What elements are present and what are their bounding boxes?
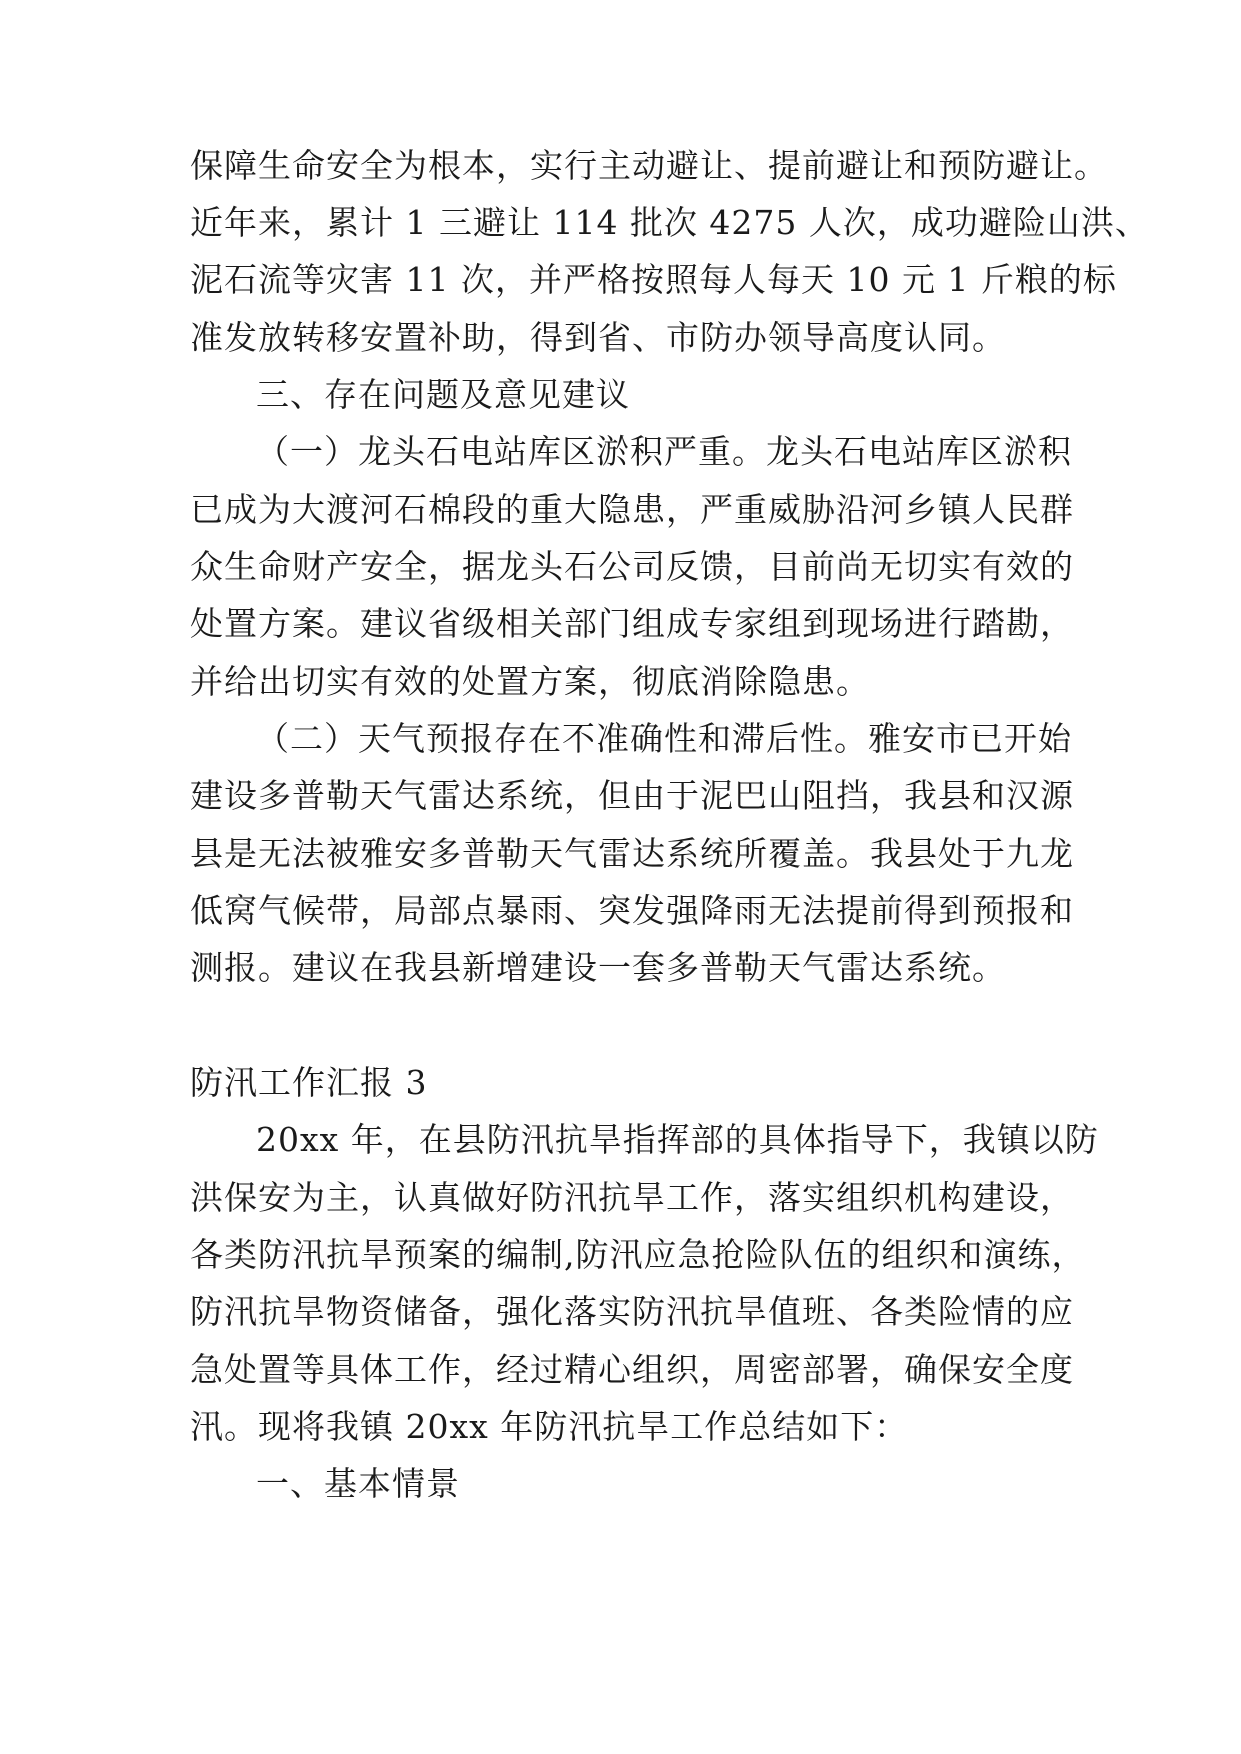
paragraph-line: 防汛抗旱物资储备，强化落实防汛抗旱值班、各类险情的应 xyxy=(190,1292,1074,1331)
paragraph-line: 众生命财产安全，据龙头石公司反馈，目前尚无切实有效的 xyxy=(190,547,1074,586)
paragraph-line: 洪保安为主，认真做好防汛抗旱工作，落实组织机构建设， xyxy=(190,1178,1074,1217)
paragraph-line: 处置方案。建议省级相关部门组成专家组到现场进行踏勘， xyxy=(190,604,1074,643)
paragraph-line: 并给出切实有效的处置方案，彻底消除隐患。 xyxy=(190,662,870,701)
paragraph-line: 已成为大渡河石棉段的重大隐患，严重威胁沿河乡镇人民群 xyxy=(190,490,1074,529)
paragraph-line: 汛。现将我镇 20xx 年防汛抗旱工作总结如下： xyxy=(190,1407,909,1446)
paragraph-line: （二）天气预报存在不准确性和滞后性。雅安市已开始 xyxy=(256,719,1072,758)
paragraph-line: 保障生命安全为根本，实行主动避让、提前避让和预防避让。 xyxy=(190,146,1108,185)
paragraph-line: 20xx 年，在县防汛抗旱指挥部的具体指导下，我镇以防 xyxy=(256,1120,1099,1159)
paragraph-line: 准发放转移安置补助，得到省、市防办领导高度认同。 xyxy=(190,318,1006,357)
paragraph-line: 泥石流等灾害 11 次，并严格按照每人每天 10 元 1 斤粮的标 xyxy=(190,260,1117,299)
paragraph-line: 县是无法被雅安多普勒天气雷达系统所覆盖。我县处于九龙 xyxy=(190,834,1074,873)
section-heading: 三、存在问题及意见建议 xyxy=(256,375,630,414)
paragraph-line: 测报。建议在我县新增建设一套多普勒天气雷达系统。 xyxy=(190,948,1006,987)
paragraph-line: 低窝气候带，局部点暴雨、突发强降雨无法提前得到预报和 xyxy=(190,891,1074,930)
section-heading: 一、基本情景 xyxy=(256,1464,460,1503)
paragraph-line: （一）龙头石电站库区淤积严重。龙头石电站库区淤积 xyxy=(256,432,1072,471)
paragraph-line: 近年来，累计 1 三避让 114 批次 4275 人次，成功避险山洪、 xyxy=(190,203,1149,242)
paragraph-line: 急处置等具体工作，经过精心组织，周密部署，确保安全度 xyxy=(190,1350,1074,1389)
paragraph-line: 各类防汛抗旱预案的编制,防汛应急抢险队伍的组织和演练， xyxy=(190,1235,1086,1274)
document-title: 防汛工作汇报 3 xyxy=(190,1063,428,1102)
paragraph-line: 建设多普勒天气雷达系统，但由于泥巴山阻挡，我县和汉源 xyxy=(190,776,1074,815)
